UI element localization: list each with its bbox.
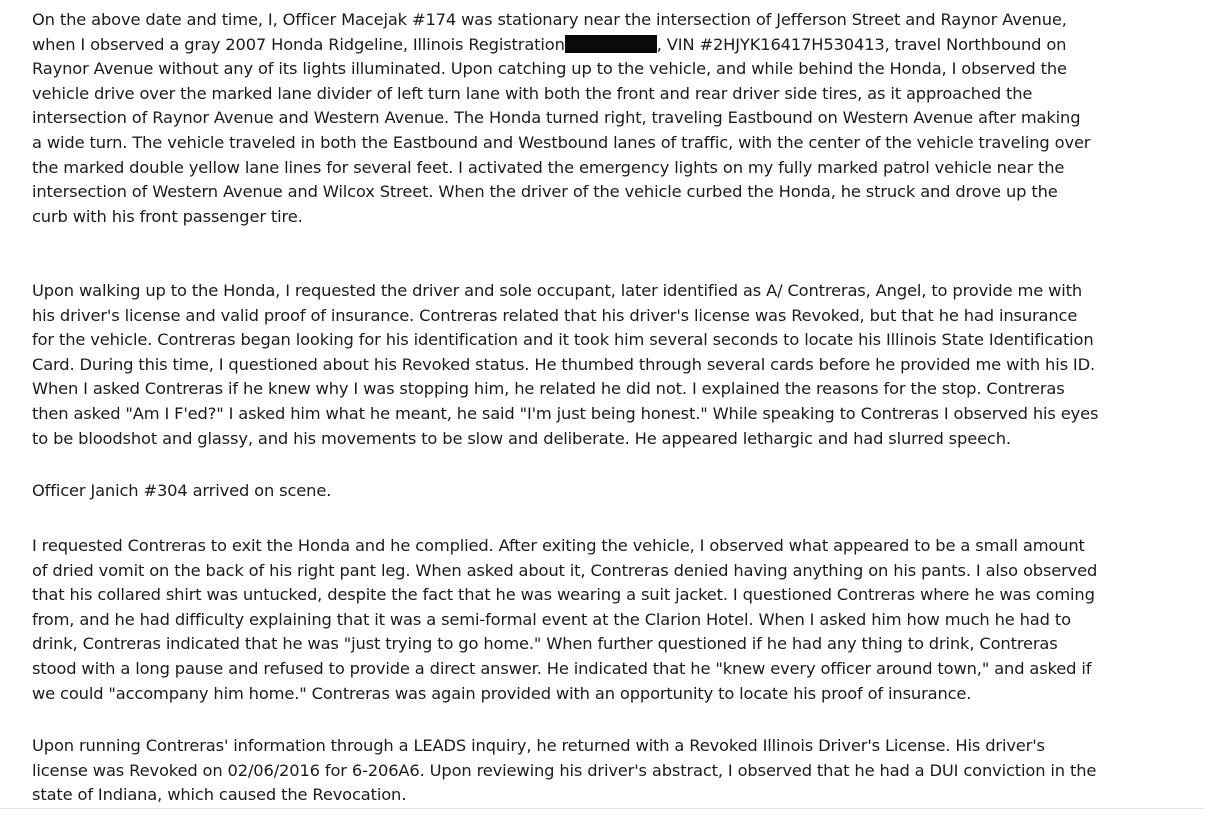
text-line: from, and he had difficulty explaining that it was a semi-formal event at the Clarion Hotel. When I asked him how much he had to bbox=[32, 609, 1071, 629]
text-line: intersection of Raynor Avenue and Western Avenue. The Honda turned right, traveling Eastbound on Western Avenue after making bbox=[32, 108, 1081, 128]
text-line: vehicle drive over the marked lane divider of left turn lane with both the front and rear driver side tires, as it approached the bbox=[32, 83, 1033, 103]
text-line: then asked "Am I F'ed?" I asked him what he meant, he said "I'm just being honest." While speaking to Contreras I observed his eyes bbox=[32, 403, 1099, 423]
text-line: of dried vomit on the back of his right pant leg. When asked about it, Contreras denied having anything on his pants. I also observed bbox=[32, 560, 1098, 580]
text-line: stood with a long pause and refused to provide a direct answer. He indicated that he "knew every officer around town," and asked if bbox=[32, 658, 1092, 678]
text-line: the marked double yellow lane lines for several feet. I activated the emergency lights on my fully marked patrol vehicle near the bbox=[32, 157, 1065, 177]
text-line: curb with his front passenger tire. bbox=[32, 206, 303, 226]
text-line: drink, Contreras indicated that he was "just trying to go home." When further questioned if he had any thing to drink, Contreras bbox=[32, 634, 1058, 654]
text-line: that his collared shirt was untucked, despite the fact that he was wearing a suit jacket. I questioned Contreras where he was coming bbox=[32, 585, 1095, 605]
redaction-box bbox=[565, 35, 657, 53]
text-line: for the vehicle. Contreras began looking for his identification and it took him several seconds to locate his Illinois State Identification bbox=[32, 330, 1094, 350]
text-segment: when I observed a gray 2007 Honda Ridgeline, Illinois Registration bbox=[32, 34, 565, 54]
text-line: intersection of Western Avenue and Wilcox Street. When the driver of the vehicle curbed the Honda, he struck and drove up the bbox=[32, 182, 1058, 202]
paragraph-leads-inquiry bbox=[32, 734, 1192, 808]
text-line: When I asked Contreras if he knew why I was stopping him, he related he did not. I explained the reasons for the stop. Contreras bbox=[32, 379, 1065, 399]
text-line: I requested Contreras to exit the Honda and he complied. After exiting the vehicle, I observed what appeared to be a small amount bbox=[32, 536, 1085, 555]
text-line: Card. During this time, I questioned about his Revoked status. He thumbed through several cards before he provided me with his ID. bbox=[32, 354, 1095, 374]
text-line: Raynor Avenue without any of its lights illuminated. Upon catching up to the vehicle, and while behind the Honda, I observed the bbox=[32, 59, 1067, 79]
paragraph-traffic-observation bbox=[32, 8, 1192, 229]
text-line-with-redaction bbox=[32, 33, 1192, 58]
paragraph-backup-arrival bbox=[32, 479, 1192, 504]
page-edge-divider bbox=[0, 808, 1205, 809]
text-line: a wide turn. The vehicle traveled in both the Eastbound and Westbound lanes of traffic, with the center of the vehicle traveling over bbox=[32, 132, 1091, 152]
paragraph-exit-vehicle bbox=[32, 534, 1192, 706]
text-line: Upon running Contreras' information through a LEADS inquiry, he returned with a Revoked Illinois Driver's License. His driver's bbox=[32, 736, 1045, 755]
text-line: state of Indiana, which caused the Revocation. bbox=[32, 785, 407, 805]
text-line: to be bloodshot and glassy, and his movements to be slow and deliberate. He appeared lethargic and had slurred speech. bbox=[32, 428, 1011, 448]
text-line: we could "accompany him home." Contreras was again provided with an opportunity to locate his proof of insurance. bbox=[32, 683, 972, 703]
text-segment: , VIN #2HJYK16417H530413, travel Northbound on bbox=[656, 34, 1067, 54]
paragraph-driver-contact bbox=[32, 279, 1192, 451]
text-line: On the above date and time, I, Officer Macejak #174 was stationary near the intersection of Jefferson Street and Raynor Avenue, bbox=[32, 10, 1067, 29]
text-line: Upon walking up to the Honda, I requested the driver and sole occupant, later identified as A/ Contreras, Angel, to provide me with bbox=[32, 281, 1083, 300]
text-line: license was Revoked on 02/06/2016 for 6-206A6. Upon reviewing his driver's abstract, I observed that he had a DUI conviction in the bbox=[32, 760, 1097, 780]
text-line: Officer Janich #304 arrived on scene. bbox=[32, 481, 332, 500]
text-line: his driver's license and valid proof of insurance. Contreras related that his driver's license was Revoked, but that he had insurance bbox=[32, 305, 1078, 325]
